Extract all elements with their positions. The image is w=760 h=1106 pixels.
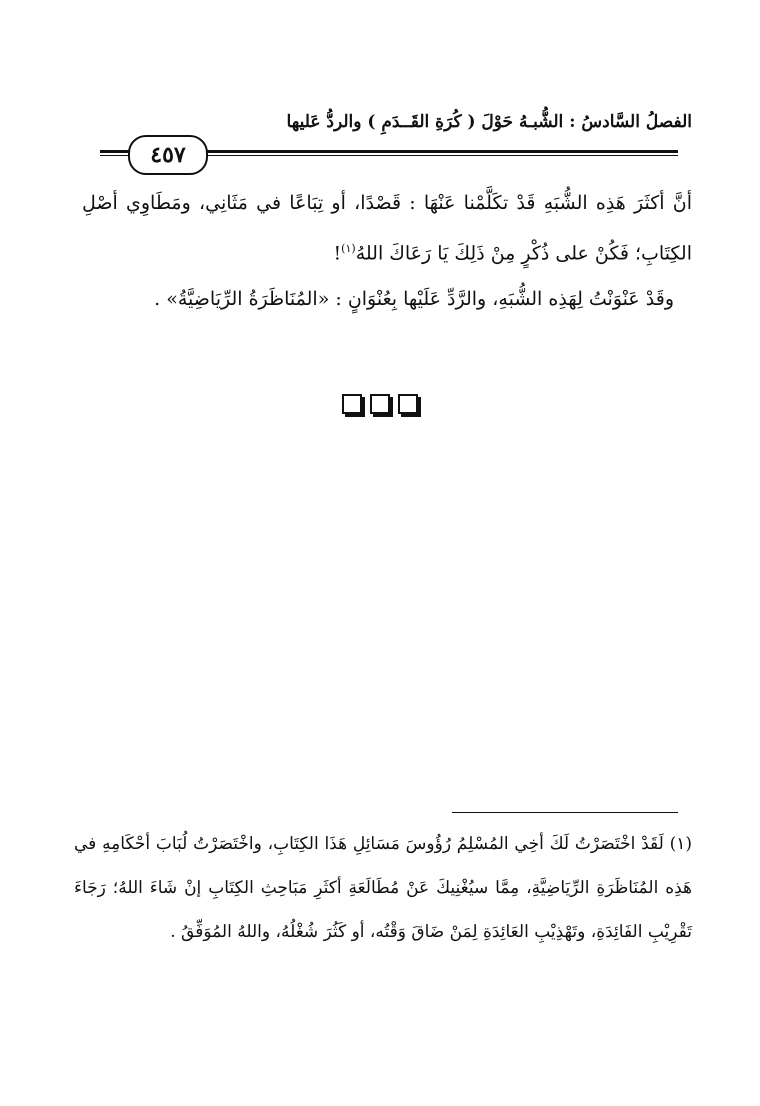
separator-square-icon [398, 394, 418, 414]
page-number: ٤٥٧ [128, 135, 208, 175]
section-separator [0, 394, 760, 418]
paragraph-1-text: أنَّ أكثَرَ هَذِه الشُّبَهِ قَدْ تكَلَّمْنا عَنْهَا : قَصْدًا، أو تِبَاعًا في مَثَانِي، ومَطَاوِي أصْلِ الكِتَابِ؛ فَكُنْ على ذُكْرٍ مِنْ ذَلِكَ يَا رَعَاكَ اللهُ [82, 192, 692, 265]
paragraph-1 [82, 180, 692, 276]
running-header: الفصلُ السَّادسُ : الشُّبـهُ حَوْلَ ( كُرَةِ القَــدَمِ ) والردُّ عَليها [286, 112, 692, 132]
separator-square-icon [342, 394, 362, 414]
main-text [82, 180, 692, 322]
paragraph-1-end: ! [333, 242, 342, 265]
footnote-reference[interactable]: (١) [341, 242, 356, 255]
footnote-marker: (١) [669, 834, 693, 854]
footnote-rule [452, 812, 678, 813]
separator-square-icon [370, 394, 390, 414]
footnote-text: لَقَدْ اخْتَصَرْتُ لَكَ أخِي المُسْلِمُ رُؤُوسَ مَسَائِلِ هَذَا الكِتَابِ، واخْتَصَرْتُ لُبَابَ أحْكَامِهِ في هَذِه المُنَاظَرَةِ الرِّيَاضِيَّةِ، مِمَّا سيُغْنِيكَ عَنْ مُطَالَعَةِ أكثَرِ مَبَاحِثِ الكِتَابِ إنْ شَاءَ اللهُ؛ رَجَاءَ تَقْرِيْبِ الفَائِدَةِ، وتَهْذِيْبِ العَائِدَةِ لِمَنْ ضَاقَ وَقْتُه، أو كَثُرَ شُغْلُهُ، واللهُ المُوَفِّقُ . [74, 834, 692, 942]
paragraph-2: وقَدْ عَنْوَنْتُ لِهَذِه الشُّبَهِ، والرَّدِّ عَلَيْها بِعُنْوَانٍ : «المُنَاظَرَةُ الرِّيَاضِيَّةُ» . [154, 288, 674, 311]
footnote-1 [74, 822, 692, 954]
footnotes [74, 822, 692, 954]
